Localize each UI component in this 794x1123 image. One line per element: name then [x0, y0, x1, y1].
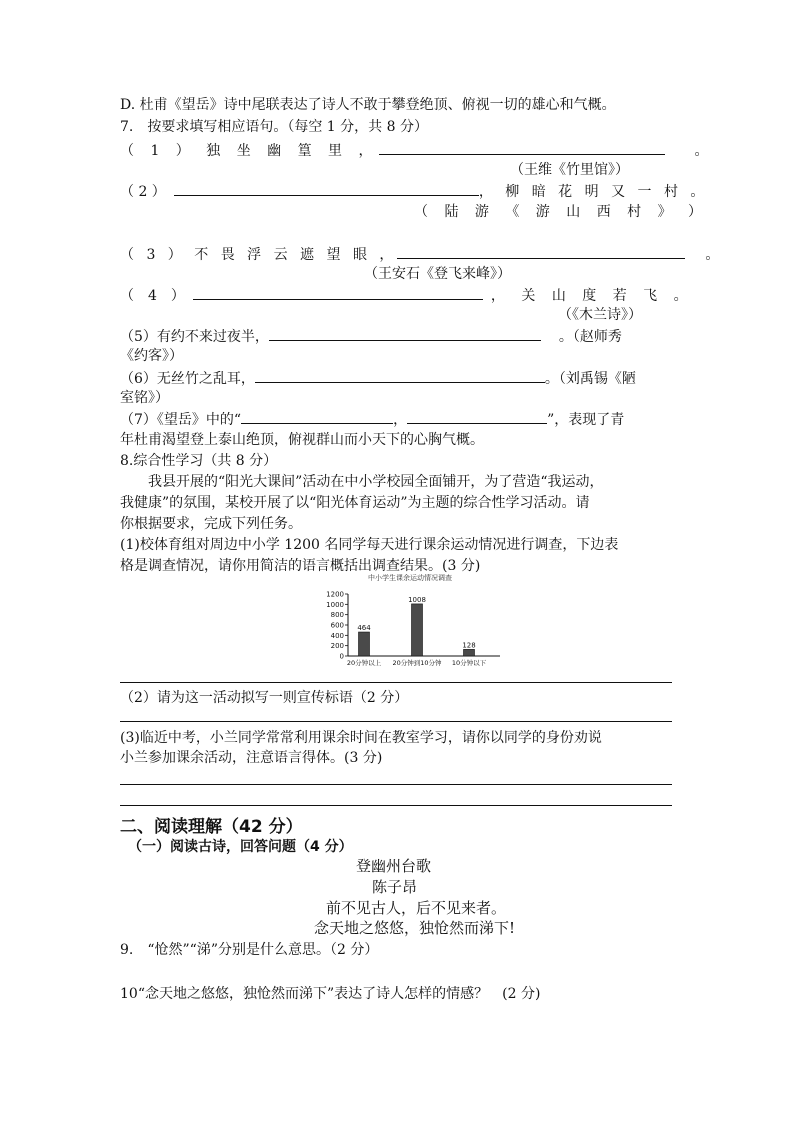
q7-item7-rest: ”，表现了青	[547, 412, 625, 428]
bar	[412, 604, 423, 656]
q8-part2: （2）请为这一活动拟写一则宣传标语（2 分）	[120, 690, 409, 706]
y-tick-label: 1200	[326, 590, 344, 599]
q7-item4-rest: ， 关 山 度 若 飞 。	[490, 288, 694, 304]
q7-item3-prompt: （ 3 ） 不 畏 浮 云 遮 望 眼 ，	[120, 247, 398, 263]
question-10: 10“念天地之悠悠，独怆然而涕下”表达了诗人怎样的情感？ (2 分)	[120, 986, 541, 1002]
q7-item5-cont: 《约客》）	[120, 348, 183, 364]
q8-intro-line2: 我健康”的氛围，某校开展了以“阳光体育运动”为主题的综合性学习活动。请	[120, 495, 590, 511]
blank-4[interactable]	[193, 285, 483, 300]
q7-item1-prompt: （ 1 ） 独 坐 幽 篁 里 ，	[120, 143, 379, 159]
q7-item4	[120, 285, 694, 306]
q7-item4-source: （《木兰诗》）	[558, 307, 642, 323]
q7-item1	[120, 140, 715, 161]
q7-item6-cont: 室铭》）	[120, 390, 169, 406]
y-tick-label: 0	[339, 652, 344, 661]
y-tick-label: 1000	[326, 600, 344, 609]
y-tick-label: 600	[330, 621, 344, 630]
q8-title: 8.综合性学习（共 8 分）	[120, 453, 278, 469]
answer-line-1[interactable]	[120, 682, 672, 683]
bar	[464, 649, 475, 656]
bar	[359, 632, 370, 656]
q7-item2-prompt: （ 2 ）	[120, 184, 166, 200]
y-tick-label: 400	[330, 631, 344, 640]
question-9: 9. “怆然”“涕”分别是什么意思。（2 分）	[120, 942, 379, 958]
section-title: 二、阅读理解（42 分）	[120, 817, 303, 837]
q7-item2-source: （ 陆 游 《 游 山 西 村 》 ）	[414, 204, 709, 220]
q8-part1-line1: (1)校体育组对周边中小学 1200 名同学每天进行课余运动情况进行调查，下边表	[120, 537, 619, 553]
q7-title: 7. 按要求填写相应语句。（每空 1 分，共 8 分）	[120, 119, 428, 135]
bar-value-label: 1008	[408, 595, 426, 604]
blank-7b[interactable]	[407, 409, 547, 424]
poem-author: 陈子昂	[372, 878, 418, 896]
subsection-title: （一）阅读古诗，回答问题（4 分）	[128, 839, 353, 855]
blank-3[interactable]	[397, 244, 685, 259]
q7-item1-end: 。	[694, 143, 715, 159]
q7-item3	[120, 244, 723, 265]
category-label: 20分钟以上	[346, 659, 382, 667]
q7-item5-prompt: （5）有约不来过夜半，	[120, 329, 269, 345]
q7-item3-source: （王安石《登飞来峰》）	[364, 266, 511, 282]
q7-item7-comma: ，	[393, 412, 408, 428]
answer-line-4[interactable]	[120, 805, 672, 806]
q8-intro-line1: 我县开展的“阳光大课间”活动在中小学校园全面铺开，为了营造“我运动，	[148, 474, 604, 490]
q8-part1-line2: 格是调查情况，请你用简洁的语言概括出调查结果。(3 分)	[120, 558, 481, 574]
q7-item7	[120, 409, 624, 430]
category-label: 10分钟以下	[451, 659, 487, 667]
q7-item4-prompt: （ 4 ）	[120, 288, 185, 304]
answer-line-3[interactable]	[120, 784, 672, 785]
q7-item7-cont: 年杜甫渴望登上泰山绝顶，俯视群山而小天下的心胸气概。	[120, 432, 484, 448]
q7-item3-end: 。	[705, 247, 724, 263]
option-d: D. 杜甫《望岳》诗中尾联表达了诗人不敢于攀登绝顶、俯视一切的雄心和气概。	[120, 97, 616, 113]
bar-chart	[316, 570, 506, 668]
q7-item7-prompt: （7）《望岳》中的“	[120, 412, 242, 428]
blank-6[interactable]	[255, 368, 545, 383]
q8-intro-line3: 你根据要求，完成下列任务。	[120, 516, 302, 532]
q7-item5-rest: 。（赵师秀	[558, 329, 622, 345]
y-tick-label: 800	[330, 611, 344, 620]
q7-item5	[120, 326, 622, 347]
bar-value-label: 128	[462, 641, 476, 650]
category-label: 20分钟到10分钟	[392, 659, 442, 667]
q7-item1-source: （王维《竹里馆》）	[510, 162, 629, 178]
blank-2[interactable]	[174, 181, 479, 196]
q7-item2	[120, 181, 708, 202]
q7-item2-rest: ， 柳 暗 花 明 又 一 村 。	[478, 184, 709, 200]
blank-7a[interactable]	[241, 409, 393, 424]
blank-1[interactable]	[379, 140, 665, 155]
poem-line-1: 前不见古人，后不见来者。	[326, 899, 507, 917]
q8-part3-line1: (3)临近中考，小兰同学常常利用课余时间在教室学习，请你以同学的身份劝说	[120, 730, 602, 746]
poem-line-2: 念天地之悠悠，独怆然而涕下!	[314, 919, 516, 937]
q7-item6	[120, 368, 636, 389]
chart-title: 中小学生课余运动情况调查	[368, 574, 452, 582]
q7-item6-rest: 。（刘禹锡《陋	[544, 371, 636, 387]
bar-value-label: 464	[357, 624, 371, 633]
y-tick-label: 200	[330, 642, 344, 651]
answer-line-2[interactable]	[120, 721, 672, 722]
blank-5[interactable]	[269, 326, 541, 341]
q8-part3-line2: 小兰参加课余活动，注意语言得体。(3 分)	[120, 750, 383, 766]
q7-item6-prompt: （6）无丝竹之乱耳，	[120, 371, 255, 387]
poem-title: 登幽州台歌	[356, 857, 432, 875]
